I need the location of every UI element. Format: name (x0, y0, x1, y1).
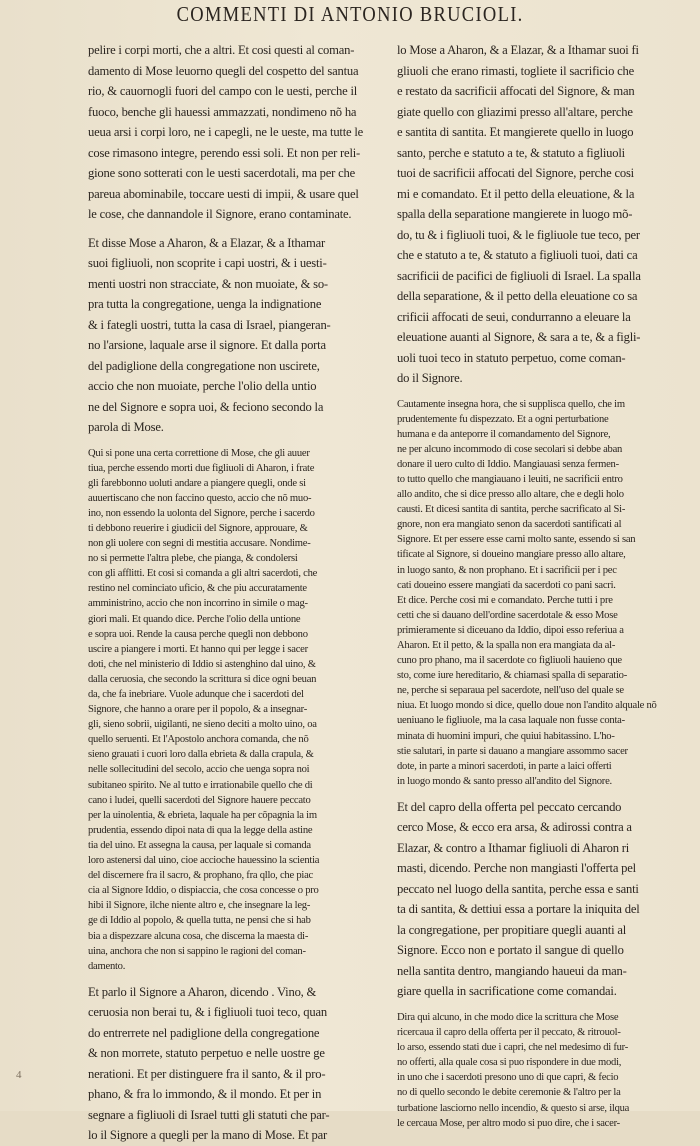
text-line: in uno che i sacerdoti presono uno di que capri, & fecio (397, 1072, 619, 1084)
text-line: in luogo santo, & non prophano. Et i sacrificii per i pec (397, 564, 617, 576)
text-line: phano, & fra lo immondo, & il mondo. Et per in (88, 1087, 322, 1102)
text-line: sto, come iure hereditario, & chiamasi spalla di separatio- (397, 670, 627, 682)
text-line: Et disse Mose a Aharon, & a Elazar, & a Ithamar (88, 235, 325, 250)
text-line: hibi il Signore, ilche niente altro e, che insegnare la leg- (88, 900, 311, 912)
text-line: ne, perche si separaua pel sacerdote, nell'uso del quale se (397, 685, 624, 697)
text-line: pareua abominabile, toccare uesti di impii, & usare quel (88, 186, 359, 201)
text-line: stie salutari, in parte si dauano a mangiare assommo sacer (397, 745, 628, 757)
text-line: Elazar, & contro a Ithamar figliuoli di Aharon ri (397, 840, 630, 855)
text-line: donare il uero culto di Iddio. Mangiauasi senza fermen- (397, 458, 619, 470)
paragraph-gap (88, 438, 380, 446)
text-line: cose rimasono integre, perendo essi soli. Et non per reli- (88, 145, 361, 160)
text-line: niua. Et luogo mondo si dice, quello doue non l'andito alquale nõ (397, 700, 657, 712)
text-line: do il Signore. (397, 371, 463, 385)
text-line: le cercaua Mose, per altro modo si puo dire, che i sacer- (397, 1117, 620, 1129)
text-line: sacrificii de pacifici de figliuoli di Israel. La spalla (397, 268, 641, 283)
text-line: uina, anchora che non si sappino le ragioni del coman- (88, 945, 306, 957)
text-line: giare quella in sacrificatione come comandai. (397, 984, 617, 999)
text-line: ricercaua il capro della offerta per il peccato, & ritrouol- (397, 1027, 621, 1039)
text-line: fuoco, benche gli hauessi ammazzati, nondimeno nõ ha (88, 104, 357, 119)
text-line: tuoi de sacrificii affocati del Signore, perche cosi (397, 166, 634, 180)
text-line: peccato nel luogo della santita, perche essa e santi (397, 881, 639, 896)
paragraph-gap (397, 1002, 688, 1010)
text-line: lo arso, essendo stati due i capri, che nel medesimo di fur- (397, 1042, 629, 1054)
text-line: restino nel cominciato uficio, & che piu accuratamente (88, 583, 307, 595)
running-head (0, 2, 700, 32)
text-line: humana e da anteporre il comandamento del Signore, (397, 428, 611, 440)
text-line: giori mali. Et quando dice. Perche l'olio della untione (88, 613, 301, 625)
text-line: giate quello con gliazimi presso all'altare, perche (397, 104, 633, 119)
paragraph-gap (88, 974, 380, 982)
text-line: damento. (88, 960, 126, 972)
text-line: dote, in parte a minori sacerdoti, in parte a laici offerti (397, 760, 612, 772)
text-line: allo andito, che si dice presso allo altare, che e degli holo (397, 489, 624, 501)
text-line: do entrerrete nel padiglione della congregatione (88, 1025, 320, 1040)
text-line: auuertiscano che non faccino questo, accio che nõ muo- (88, 492, 312, 504)
text-line: gnore, non era mangiato senon da sacerdoti santificati al (397, 519, 622, 531)
text-line: Et del capro della offerta pel peccato cercando (397, 799, 622, 814)
text-line: gli, sieno sobrii, uigilanti, ne sieno deciti a molto uino, oa (88, 719, 317, 731)
text-line: pra tutta la congregatione, uenga la indignatione (88, 297, 322, 311)
text-line: bia a dispezzare alcuna cosa, che discerna la maesta di- (88, 930, 309, 942)
text-line: ueniuano le figliuole, ma la casa laquale non fusse conta- (397, 715, 625, 727)
text-line: la congregatione, per propitiare quegli auanti al (397, 922, 627, 937)
text-line: lo il Signore a quegli per la mano di Mose. Et par (88, 1128, 328, 1143)
text-line: prudentia, essendo dipoi nata di qua la legge della astine (88, 824, 313, 836)
text-line: crificii affocati de seui, condurranno a eleuare la (397, 309, 631, 324)
text-line: uoli tuoi teco in statuto perpetuo, come coman- (397, 350, 626, 365)
text-line: ino, non essendo la uolonta del Signore, perche i sacerdo (88, 507, 315, 519)
text-line: suoi figliuoli, non scoprite i capi uostri, & i uesti- (88, 256, 327, 270)
text-line: subitaneo spirito. Ne al tutto e irrationabile quello che di (88, 779, 313, 791)
text-line: ueua arsi i corpi loro, ne i capegli, ne le ueste, ma tutte le (88, 125, 364, 139)
text-line: non gli uolere con segni di mestitia accusare. Nondime- (88, 538, 311, 550)
text-line: ceruosia non berai tu, & i figliuoli tuoi teco, quan (88, 1005, 327, 1020)
text-line: gli farebbonno uoluti andare a piangere quegli, onde si (88, 477, 306, 489)
text-line: to tutto quello che mangiauano i leuiti, ne sacrificii entro (397, 473, 623, 485)
text-line: della separatione, & il petto della eleuatione co sa (397, 289, 638, 303)
text-line: cano i ludei, quelli sacerdoti del Signore hauere peccato (88, 794, 311, 806)
text-line: eleuatione auanti al Signore, & sara a te, & a figli- (397, 330, 641, 344)
running-head-text: COMMENTI DI ANTONIO BRUCIOLI. (176, 2, 524, 26)
text-line: che e statuto a te, & statuto a figliuoli tuoi, dati ca (397, 248, 638, 262)
text-line: Signore, che hanno a orare per il popolo, & a insegnar- (88, 704, 308, 716)
text-line: Et dice. Perche cosi mi e comandato. Perche tutti i pre (397, 594, 613, 606)
text-line: causti. Et dicesi santita di santita, perche sacrificato al Si- (397, 504, 626, 516)
left-column (88, 40, 380, 1146)
text-line: pelire i corpi morti, che a altri. Et cosi questi al coman- (88, 43, 355, 57)
scripture-paragraph (88, 233, 380, 438)
text-line: cuno pro phano, ma il sacerdote co figliuoli hauieno que (397, 655, 622, 667)
text-line: nerationi. Et per distinguere fra il santo, & il pro- (88, 1066, 326, 1081)
text-line: cerco Mose, & ecco era arsa, & adirossi contra a (397, 820, 632, 835)
text-line: amministrino, accio che non incorrino in simile o mag- (88, 598, 308, 610)
text-line: cia al Signore Iddio, o dispiaccia, che cosa concesse o pro (88, 885, 319, 897)
text-line: Et parlo il Signore a Aharon, dicendo . Vino, & (88, 984, 317, 999)
text-line: e restato da sacrificii affocati del Signore, & man (397, 84, 635, 98)
text-line: loro astenersi dal uino, cioe accioche hauessino la scientia (88, 855, 320, 867)
text-line: ge di Iddio al popolo, & quella tutta, ne pensi che si hab (88, 915, 311, 927)
paragraph-gap (397, 389, 688, 397)
text-line: segnare a figliuoli di Israel tutti gli statuti che par- (88, 1107, 330, 1122)
text-line: Qui si pone una certa correttione di Mose, che gli auuer (88, 447, 310, 459)
text-line: Aharon. Et il petto, & la spalla non era mangiata da al- (397, 640, 616, 651)
text-line: no di quello secondo le debite ceremonie & l'altro per la (397, 1087, 621, 1099)
right-column (397, 40, 688, 1131)
scripture-paragraph (397, 797, 688, 1002)
text-line: dalla ceruosia, che secondo la scrittura si dice ogni beuan (88, 673, 317, 685)
text-line: spalla della separatione mangierete in luogo mõ- (397, 207, 633, 221)
text-line: primieramente si diceuano da Iddio, dipoi esso referiua a (397, 624, 624, 636)
text-line: tia del uino. Et assegna la causa, per laquale si comanda (88, 839, 311, 851)
text-line: nella santita dentro, mangiando haueui da man- (397, 963, 627, 978)
scripture-paragraph (88, 982, 380, 1146)
text-line: gliuoli che erano rimasti, togliete il sacrificio che (397, 63, 634, 78)
commentary-paragraph (88, 446, 380, 974)
text-line: cetti che si dauano dell'ordine sacerdotale & esso Mose (397, 609, 618, 621)
text-line: ti debbono reuerire i giudicii del Signore, approuare, & (88, 522, 308, 534)
text-line: rio, & cauornogli fuori del campo con le uesti, perche il (88, 84, 358, 98)
text-line: mi e comandato. Et il petto della eleuatione, & la (397, 186, 635, 201)
text-line: masti, dicendo. Perche non mangiasti l'offerta pel (397, 861, 636, 876)
text-line: uscire a piangere i morti. Et hanno qui per legge i sacer (88, 643, 308, 655)
paragraph-gap (88, 225, 380, 233)
scripture-paragraph (397, 40, 688, 389)
margin-mark: 4 (16, 1069, 22, 1081)
text-line: Signore. Ecco non e portato il sangue di quello (397, 943, 624, 958)
text-line: no si permette l'altra plebe, che pianga, & condolersi (88, 553, 298, 565)
text-line: damento di Mose leuorno quegli del cospetto del santua (88, 63, 359, 78)
text-line: quello seruenti. Et l'Apostolo anchora comanda, che nõ (88, 734, 309, 746)
text-line: menti uostri non stracciate, & non muoiate, & so- (88, 276, 328, 291)
text-line: doti, che nel ministerio di Iddio si astenghino dal uino, & (88, 658, 316, 670)
text-line: tificate al Signore, si doueino mangiare presso allo altare, (397, 549, 626, 561)
text-line: del discernere fra il sacro, & prophano, fra qllo, che piac (88, 870, 313, 882)
text-line: e sopra uoi. Rende la causa perche quegli non debbono (88, 628, 308, 640)
paragraph-gap (397, 789, 688, 797)
text-line: minata di huomini impuri, che quiui habitassino. L'ho- (397, 730, 615, 742)
text-line: le cose, che dannandole il Signore, erano contaminate. (88, 207, 352, 221)
text-line: ta di santita, & dettiui essa a portare la iniquita del (397, 902, 640, 917)
text-line: nelle sollecitudini del secolo, accio che uenga sopra noi (88, 764, 310, 776)
text-line: e santita di santita. Et mangierete quello in luogo (397, 125, 634, 139)
text-line: ne per alcuno incommodo di cose secolari si debbe aban (397, 443, 623, 455)
text-line: gione sono sotterati con le uesti sacerdotali, ma per che (88, 166, 355, 180)
commentary-paragraph (397, 1010, 688, 1131)
text-line: no l'arsione, laquale arse il signore. Et dalla porta (88, 338, 326, 352)
text-line: prudentemente fu dispezzato. Et a ogni perturbatione (397, 413, 609, 425)
text-line: parola di Mose. (88, 420, 164, 434)
text-line: del padiglione della congregatione non uscirete, (88, 358, 320, 373)
text-line: santo, perche e statuto a te, & statuto a figliuoli (397, 145, 625, 160)
text-line: per la uinolentia, & ebrieta, laquale ha per cõpagnia la im (88, 809, 317, 821)
text-line: ne del Signore e sopra uoi, & feciono secondo la (88, 399, 324, 414)
text-line: do, tu & i figliuoli tuoi, & le figliuole tue teco, per (397, 227, 640, 242)
text-line: & i fategli uostri, tutta la casa di Israel, piangeran- (88, 317, 331, 332)
commentary-paragraph (397, 397, 688, 789)
text-line: Cautamente insegna hora, che si supplisca quello, che im (397, 398, 625, 410)
text-line: con gli afflitti. Et cosi si comanda a gli altri sacerdoti, che (88, 568, 318, 580)
scripture-paragraph (88, 40, 380, 225)
text-line: & non morrete, statuto perpetuo e nelle uostre ge (88, 1046, 325, 1061)
text-line: accio che non muoiate, perche l'olio della untio (88, 379, 317, 393)
text-line: in luogo mondo & santo presso all'andito del Signore. (397, 775, 612, 787)
text-line: Dira qui alcuno, in che modo dice la scrittura che Mose (397, 1011, 619, 1023)
text-line: lo Mose a Aharon, & a Elazar, & a Ithamar suoi fi (397, 43, 639, 57)
text-line: da, che fa inebriare. Vuole adunque che i sacerdoti del (88, 689, 304, 700)
text-line: cati doueino essere mangiati da sacerdoti co pani sacri. (397, 579, 616, 591)
text-line: sieno grauati i cuori loro dalla ebrieta & dalla crapula, & (88, 749, 314, 761)
text-line: turbatione lasciorno nello incendio, & questo si arse, ilqua (397, 1102, 630, 1114)
text-line: tiua, perche essendo morti due figliuoli di Aharon, i frate (88, 462, 315, 474)
text-line: Signore. Et per essere esse carni molto sante, essendo si san (397, 534, 636, 546)
text-line: no offerti, alla quale cosa si puo rispondere in due modi, (397, 1057, 622, 1069)
